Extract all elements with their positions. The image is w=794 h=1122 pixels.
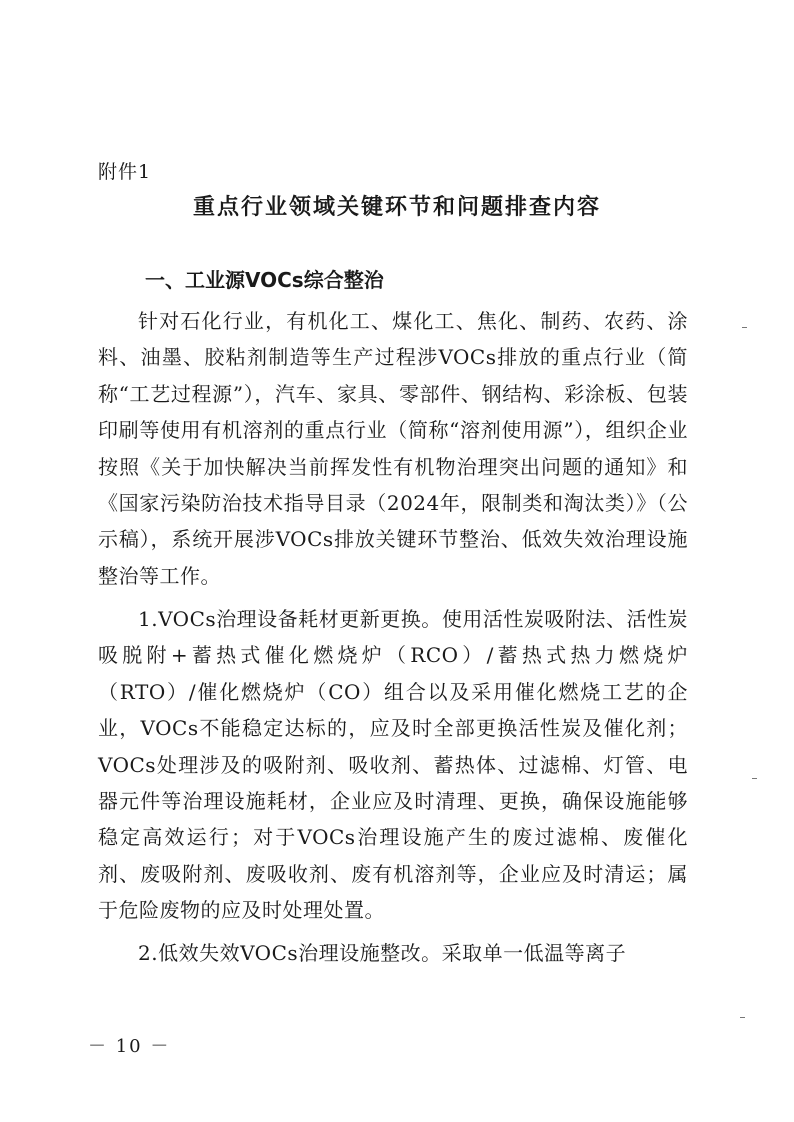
scan-mark xyxy=(752,778,757,779)
document-title: 重点行业领域关键环节和问题排查内容 xyxy=(192,194,601,220)
paragraph-item-1: 1.VOCs治理设备耗材更新更换。使用活性炭吸附法、活性炭吸脱附+蓄热式催化燃烧炉（RCO）/蓄热式热力燃烧炉（RTO）/催化燃烧炉（CO）组合以及采用催化燃烧工艺的企业，VOCs不能稳定达标的，应及时全部更换活性炭及催化剂；VOCs处理涉及的吸附剂、吸收剂、蓄热体、过滤棉、灯管、电器元件等治理设施耗材，企业应及时清理、更换，确保设施能够稳定高效运行；对于VOCs治理设施产生的废过滤棉、废催化剂、废吸附剂、废吸收剂、废有机溶剂等，企业应及时清运；属于危险废物的应及时处理处置。 xyxy=(98,607,688,923)
scan-mark xyxy=(742,327,747,328)
attachment-label: 附件1 xyxy=(98,161,152,183)
section-heading: 一、工业源VOCs综合整治 xyxy=(145,268,384,292)
page-number: － 10 － xyxy=(88,1036,171,1057)
scan-mark xyxy=(740,1017,745,1018)
paragraph-intro: 针对石化行业，有机化工、煤化工、焦化、制药、农药、涂料、油墨、胶粘剂制造等生产过程涉VOCs排放的重点行业（简称“工艺过程源”），汽车、家具、零部件、钢结构、彩涂板、包装印刷等使用有机溶剂的重点行业（简称“溶剂使用源”），组织企业按照《关于加快解决当前挥发性有机物治理突出问题的通知》和《国家污染防治技术指导目录（2024年，限制类和淘汰类）》（公示稿），系统开展涉VOCs排放关键环节整治、低效失效治理设施整治等工作。 xyxy=(98,309,688,588)
paragraph-item-2: 2.低效失效VOCs治理设施整改。采取单一低温等离子 xyxy=(138,941,627,965)
